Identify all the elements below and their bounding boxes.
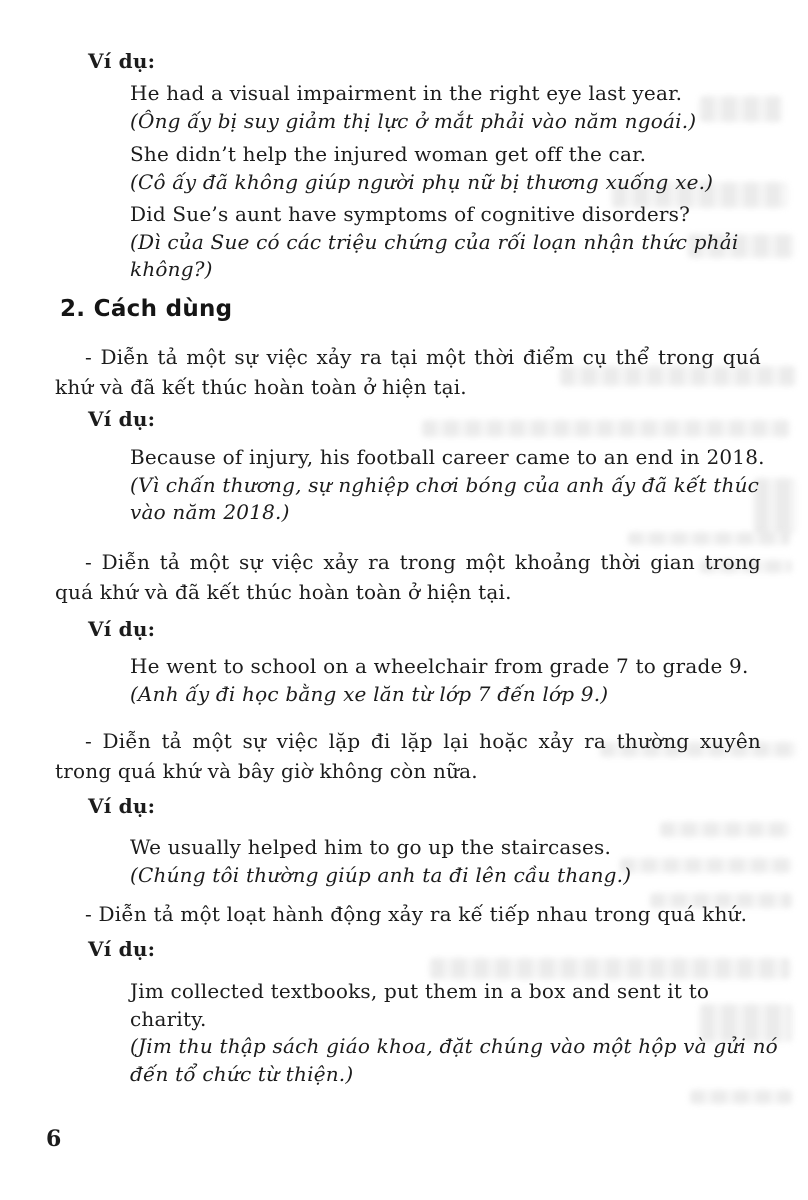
example-pair-3: [130, 201, 782, 284]
example-label-5: Ví dụ:: [88, 937, 156, 961]
usage-paragraph-4: - Diễn tả một loạt hành động xảy ra kế tiếp nhau trong quá khứ.: [85, 902, 748, 926]
example-english-sentence: We usually helped him to go up the staircases.: [130, 835, 612, 859]
bleedthrough-smudge: [628, 532, 790, 545]
bleedthrough-smudge: [422, 420, 790, 437]
usage-paragraph-2: - Diễn tả một sự việc xảy ra trong một khoảng thời gian trong quá khứ và đã kết thúc hoàn toàn ở hiện tại.: [55, 550, 761, 604]
example-label-4: Ví dụ:: [88, 794, 156, 818]
bleedthrough-smudge: [430, 958, 790, 979]
example-pair-7: [130, 978, 782, 1088]
example-pair-5: [130, 653, 749, 708]
example-pair-2: [130, 141, 713, 196]
example-label-1: Ví dụ:: [88, 49, 156, 73]
bleedthrough-smudge: [620, 858, 792, 873]
example-english-sentence: Because of injury, his football career came to an end in 2018.: [130, 445, 765, 469]
example-vietnamese-translation: (Cô ấy đã không giúp người phụ nữ bị thương xuống xe.): [130, 169, 714, 194]
example-english-sentence: Jim collected textbooks, put them in a box and sent it to charity.: [130, 979, 710, 1031]
example-vietnamese-translation: (Ông ấy bị suy giảm thị lực ở mắt phải vào năm ngoái.): [130, 108, 697, 133]
example-pair-6: [130, 834, 631, 889]
example-english-sentence: He had a visual impairment in the right eye last year.: [130, 81, 683, 105]
example-vietnamese-translation: (Anh ấy đi học bằng xe lăn từ lớp 7 đến lớp 9.): [130, 681, 609, 706]
example-english-sentence: Did Sue’s aunt have symptoms of cognitive disorders?: [130, 202, 691, 226]
example-vietnamese-translation: (Jim thu thập sách giáo khoa, đặt chúng vào một hộp và gửi nó đến tổ chức từ thiện.): [130, 1034, 778, 1086]
usage-paragraph-1: - Diễn tả một sự việc xảy ra tại một thời điểm cụ thể trong quá khứ và đã kết thúc hoàn toàn ở hiện tại.: [55, 345, 761, 399]
example-vietnamese-translation: (Vì chấn thương, sự nghiệp chơi bóng của anh ấy đã kết thúc vào năm 2018.): [130, 472, 760, 524]
example-vietnamese-translation: (Dì của Sue có các triệu chứng của rối loạn nhận thức phải không?): [130, 229, 739, 281]
example-pair-1: [130, 80, 696, 135]
bleedthrough-smudge: [660, 822, 790, 837]
example-english-sentence: She didn’t help the injured woman get off the car.: [130, 142, 647, 166]
example-label-3: Ví dụ:: [88, 617, 156, 641]
example-pair-4: [130, 444, 782, 527]
bleedthrough-smudge: [690, 1090, 792, 1104]
example-label-2: Ví dụ:: [88, 407, 156, 431]
section-heading-cach-dung: 2. Cách dùng: [60, 296, 233, 322]
example-vietnamese-translation: (Chúng tôi thường giúp anh ta đi lên cầu thang.): [130, 862, 632, 887]
bleedthrough-smudge: [700, 96, 782, 122]
example-english-sentence: He went to school on a wheelchair from grade 7 to grade 9.: [130, 654, 749, 678]
usage-paragraph-3: - Diễn tả một sự việc lặp đi lặp lại hoặc xảy ra thường xuyên trong quá khứ và bây giờ không còn nữa.: [55, 729, 761, 783]
page-number: 6: [46, 1126, 62, 1152]
